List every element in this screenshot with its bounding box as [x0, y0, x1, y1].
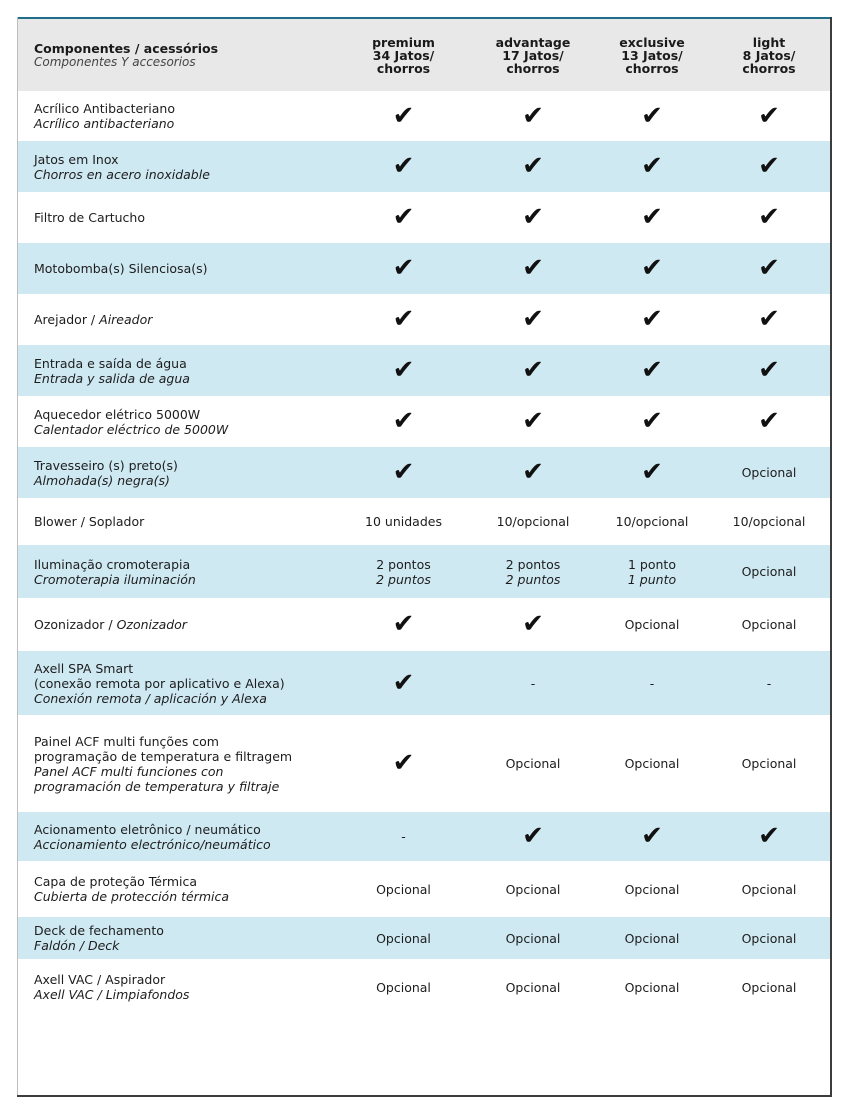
component-name-pt: Painel ACF multi funções com — [34, 733, 219, 749]
checkmark-icon: ✔ — [522, 609, 544, 639]
value-cell — [470, 545, 596, 598]
plan-name: exclusive — [619, 34, 685, 50]
value-cell — [708, 715, 830, 812]
value-cell — [596, 598, 708, 651]
component-name-pt: Travesseiro (s) preto(s) — [34, 457, 178, 473]
component-name-pt: Capa de proteção Térmica — [34, 874, 198, 889]
checkmark-icon: ✔ — [641, 355, 663, 385]
table-row — [18, 91, 830, 141]
table-row — [18, 447, 830, 498]
value-cell — [708, 861, 830, 917]
component-label — [18, 447, 337, 498]
comparison-table — [18, 19, 830, 1015]
checkmark-cell — [596, 91, 708, 141]
value-text: Opcional — [741, 756, 797, 771]
checkmark-cell — [708, 141, 830, 192]
value-text: - — [766, 675, 772, 691]
value-text: 10 unidades — [365, 514, 442, 529]
value-cell — [596, 498, 708, 545]
checkmark-cell — [470, 294, 596, 345]
components-header-pt: Componentes / acessórios — [34, 40, 219, 56]
table-row — [18, 715, 830, 812]
component-name-pt: Entrada e saída de água — [34, 355, 187, 371]
component-name-pt: Ozonizador / — [34, 617, 113, 632]
table-body — [18, 91, 830, 1015]
value-cell — [708, 545, 830, 598]
table-row — [18, 545, 830, 598]
table-row — [18, 651, 830, 715]
checkmark-cell — [708, 243, 830, 294]
value-text: Opcional — [376, 979, 431, 995]
value-cell — [596, 715, 708, 812]
table-row — [18, 294, 830, 345]
checkmark-icon: ✔ — [392, 100, 415, 131]
value-text: Opcional — [741, 564, 797, 579]
checkmark-icon: ✔ — [641, 457, 663, 487]
value-text: Opcional — [624, 881, 680, 897]
value-cell — [337, 812, 470, 861]
value-text: Opcional — [624, 617, 680, 632]
checkmark-cell — [337, 651, 470, 715]
component-name-es: Axell VAC / Limpiafondos — [34, 987, 190, 1002]
checkmark-icon: ✔ — [522, 253, 544, 283]
component-name-pt: Arejador / — [34, 312, 96, 327]
component-name-pt-line2: programação de temperatura e filtragem — [34, 748, 293, 764]
component-label — [18, 917, 337, 959]
value-es: 1 punto — [627, 571, 677, 587]
value-cell — [337, 545, 470, 598]
plan-header-premium — [337, 19, 470, 91]
checkmark-icon: ✔ — [758, 151, 780, 181]
component-name-es: Accionamiento electrónico/neumático — [34, 836, 271, 852]
value-cell — [596, 861, 708, 917]
component-name-pt: Acionamento eletrônico / neumático — [34, 821, 261, 837]
component-name-es: Aireador — [99, 312, 153, 327]
checkmark-cell — [337, 91, 470, 141]
checkmark-cell — [708, 345, 830, 396]
checkmark-icon: ✔ — [522, 457, 544, 487]
checkmark-cell — [596, 294, 708, 345]
value-text: - — [530, 675, 536, 691]
value-es: 2 puntos — [376, 571, 431, 587]
component-name-pt: Aquecedor elétrico 5000W — [34, 406, 201, 422]
checkmark-cell — [708, 396, 830, 447]
checkmark-cell — [470, 598, 596, 651]
table-row — [18, 959, 830, 1015]
component-name-es: Calentador eléctrico de 5000W — [34, 421, 229, 437]
checkmark-icon: ✔ — [758, 253, 780, 283]
checkmark-icon: ✔ — [758, 304, 780, 334]
component-name-pt: Filtro de Cartucho — [34, 210, 146, 225]
checkmark-cell — [708, 91, 830, 141]
checkmark-icon: ✔ — [392, 151, 415, 181]
checkmark-cell — [596, 192, 708, 243]
value-cell — [596, 545, 708, 598]
value-text: - — [401, 829, 406, 844]
checkmark-cell — [337, 192, 470, 243]
checkmark-icon: ✔ — [758, 100, 780, 131]
checkmark-cell — [470, 396, 596, 447]
value-cell — [470, 715, 596, 812]
components-header — [18, 19, 337, 91]
checkmark-cell — [596, 396, 708, 447]
checkmark-icon: ✔ — [392, 667, 415, 698]
value-cell — [708, 959, 830, 1015]
value-cell — [596, 917, 708, 959]
component-label — [18, 651, 337, 715]
component-name-es: Entrada y salida de agua — [34, 370, 190, 386]
checkmark-cell — [708, 192, 830, 243]
checkmark-cell — [337, 294, 470, 345]
component-label — [18, 91, 337, 141]
component-label — [18, 498, 337, 545]
value-cell — [337, 917, 470, 959]
checkmark-cell — [337, 715, 470, 812]
checkmark-cell — [470, 243, 596, 294]
components-header-es: Componentes Y accesorios — [34, 54, 196, 69]
checkmark-cell — [596, 141, 708, 192]
value-cell — [708, 917, 830, 959]
plan-jets: 13 Jatos/ — [621, 47, 683, 63]
checkmark-cell — [337, 345, 470, 396]
checkmark-icon: ✔ — [522, 151, 544, 181]
value-text: 10/opcional — [615, 514, 689, 529]
checkmark-icon: ✔ — [641, 151, 663, 181]
checkmark-icon: ✔ — [392, 457, 415, 487]
component-label — [18, 545, 337, 598]
checkmark-cell — [470, 447, 596, 498]
component-name-pt: Axell VAC / Aspirador — [34, 972, 166, 987]
component-name-es: Acrílico antibacteriano — [34, 116, 175, 131]
value-text: Opcional — [505, 930, 561, 946]
value-cell — [470, 959, 596, 1015]
table-row — [18, 141, 830, 192]
value-cell — [596, 959, 708, 1015]
checkmark-icon: ✔ — [758, 202, 780, 232]
checkmark-cell — [708, 294, 830, 345]
value-cell — [708, 447, 830, 498]
checkmark-icon: ✔ — [392, 202, 415, 232]
checkmark-cell — [596, 243, 708, 294]
component-label — [18, 243, 337, 294]
component-name-pt: Acrílico Antibacteriano — [34, 101, 176, 116]
component-name-pt: Iluminação cromoterapia — [34, 556, 191, 572]
checkmark-cell — [596, 812, 708, 861]
plan-header-exclusive — [596, 19, 708, 91]
component-name-pt: Axell SPA Smart — [34, 660, 134, 676]
checkmark-icon: ✔ — [392, 748, 415, 778]
checkmark-icon: ✔ — [758, 406, 780, 436]
checkmark-icon: ✔ — [641, 253, 663, 283]
table-row — [18, 917, 830, 959]
component-label — [18, 141, 337, 192]
plan-unit: chorros — [506, 60, 560, 76]
checkmark-cell — [337, 447, 470, 498]
component-name-es: Chorros en acero inoxidable — [34, 166, 210, 182]
plan-header-advantage — [470, 19, 596, 91]
value-cell — [470, 861, 596, 917]
component-label — [18, 715, 337, 812]
checkmark-icon: ✔ — [522, 202, 544, 232]
table-row — [18, 598, 830, 651]
checkmark-icon: ✔ — [758, 821, 780, 851]
value-es: 2 puntos — [505, 571, 561, 587]
checkmark-cell — [337, 243, 470, 294]
table-row — [18, 812, 830, 861]
plan-name: advantage — [495, 34, 571, 50]
component-label — [18, 396, 337, 447]
checkmark-icon: ✔ — [522, 355, 544, 385]
checkmark-icon: ✔ — [641, 202, 663, 232]
component-name-pt: Jatos em Inox — [34, 151, 119, 167]
component-name-es: Conexión remota / aplicación y Alexa — [34, 690, 267, 706]
value-text: 10/opcional — [732, 514, 806, 529]
table-row — [18, 498, 830, 545]
checkmark-cell — [708, 812, 830, 861]
checkmark-cell — [337, 396, 470, 447]
checkmark-icon: ✔ — [392, 355, 415, 385]
component-name-es: Almohada(s) negra(s) — [34, 472, 170, 488]
component-name-es: Cromoterapia iluminación — [34, 571, 196, 587]
checkmark-icon: ✔ — [522, 304, 544, 334]
checkmark-icon: ✔ — [641, 406, 663, 436]
component-name-es: Ozonizador — [116, 617, 187, 632]
value-text: Opcional — [741, 465, 797, 480]
checkmark-icon: ✔ — [522, 100, 544, 131]
value-cell — [337, 861, 470, 917]
component-name-es: Faldón / Deck — [34, 938, 120, 953]
checkmark-cell — [337, 141, 470, 192]
table-row — [18, 243, 830, 294]
component-label — [18, 294, 337, 345]
plan-name: light — [752, 34, 786, 50]
plan-jets: 8 Jatos/ — [742, 47, 796, 63]
component-name-pt: Deck de fechamento — [34, 923, 164, 938]
table-row — [18, 345, 830, 396]
checkmark-cell — [337, 598, 470, 651]
plan-unit: chorros — [376, 60, 431, 76]
value-pt: 2 pontos — [505, 556, 561, 572]
checkmark-cell — [470, 192, 596, 243]
component-label — [18, 345, 337, 396]
value-text: Opcional — [376, 881, 431, 897]
value-text: Opcional — [505, 881, 561, 897]
plan-jets: 17 Jatos/ — [502, 47, 564, 63]
component-label — [18, 598, 337, 651]
checkmark-icon: ✔ — [641, 821, 663, 851]
component-label — [18, 812, 337, 861]
component-label — [18, 861, 337, 917]
plan-unit: chorros — [625, 60, 679, 76]
component-name-pt: Motobomba(s) Silenciosa(s) — [34, 261, 208, 276]
checkmark-cell — [470, 345, 596, 396]
value-cell — [337, 959, 470, 1015]
component-name-es: Cubierta de protección térmica — [34, 889, 230, 904]
value-text: Opcional — [505, 756, 561, 771]
checkmark-icon: ✔ — [392, 406, 415, 436]
value-text: Opcional — [624, 930, 680, 946]
value-pt: 1 ponto — [628, 556, 676, 572]
value-text: Opcional — [741, 881, 797, 897]
value-text: Opcional — [741, 930, 797, 946]
value-text: Opcional — [624, 756, 680, 771]
checkmark-icon: ✔ — [522, 821, 544, 851]
plan-name: premium — [372, 34, 435, 50]
component-label — [18, 959, 337, 1015]
value-cell — [708, 498, 830, 545]
value-cell — [596, 651, 708, 715]
checkmark-icon: ✔ — [392, 609, 415, 639]
component-name-es-line2: programación de temperatura y filtraje — [34, 778, 280, 794]
value-cell — [708, 598, 830, 651]
value-cell — [470, 498, 596, 545]
table-row — [18, 396, 830, 447]
component-name-pt-line2: (conexão remota por aplicativo e Alexa) — [34, 675, 285, 691]
checkmark-icon: ✔ — [758, 355, 780, 385]
checkmark-cell — [470, 141, 596, 192]
value-text: 10/opcional — [496, 514, 570, 529]
component-name-es: Panel ACF multi funciones con — [34, 763, 224, 779]
checkmark-cell — [596, 447, 708, 498]
checkmark-cell — [470, 812, 596, 861]
plan-jets: 34 Jatos/ — [372, 47, 435, 63]
checkmark-cell — [596, 345, 708, 396]
plan-header-light — [708, 19, 830, 91]
checkmark-icon: ✔ — [641, 304, 663, 334]
value-text: Opcional — [624, 979, 680, 995]
checkmark-icon: ✔ — [392, 304, 415, 334]
checkmark-icon: ✔ — [392, 253, 415, 283]
plan-unit: chorros — [742, 60, 796, 76]
value-cell — [470, 917, 596, 959]
value-text: Opcional — [741, 617, 797, 632]
value-cell — [470, 651, 596, 715]
checkmark-icon: ✔ — [522, 406, 544, 436]
component-label — [18, 192, 337, 243]
value-pt: 2 pontos — [376, 556, 431, 572]
value-cell — [337, 498, 470, 545]
table-row — [18, 192, 830, 243]
checkmark-icon: ✔ — [641, 100, 663, 131]
value-cell — [708, 651, 830, 715]
value-text: Opcional — [505, 979, 561, 995]
value-text: - — [649, 675, 655, 691]
value-text: Opcional — [376, 930, 431, 946]
header-row — [18, 19, 830, 91]
table-row — [18, 861, 830, 917]
component-name-pt: Blower / Soplador — [34, 514, 145, 529]
checkmark-cell — [470, 91, 596, 141]
value-text: Opcional — [741, 979, 797, 995]
